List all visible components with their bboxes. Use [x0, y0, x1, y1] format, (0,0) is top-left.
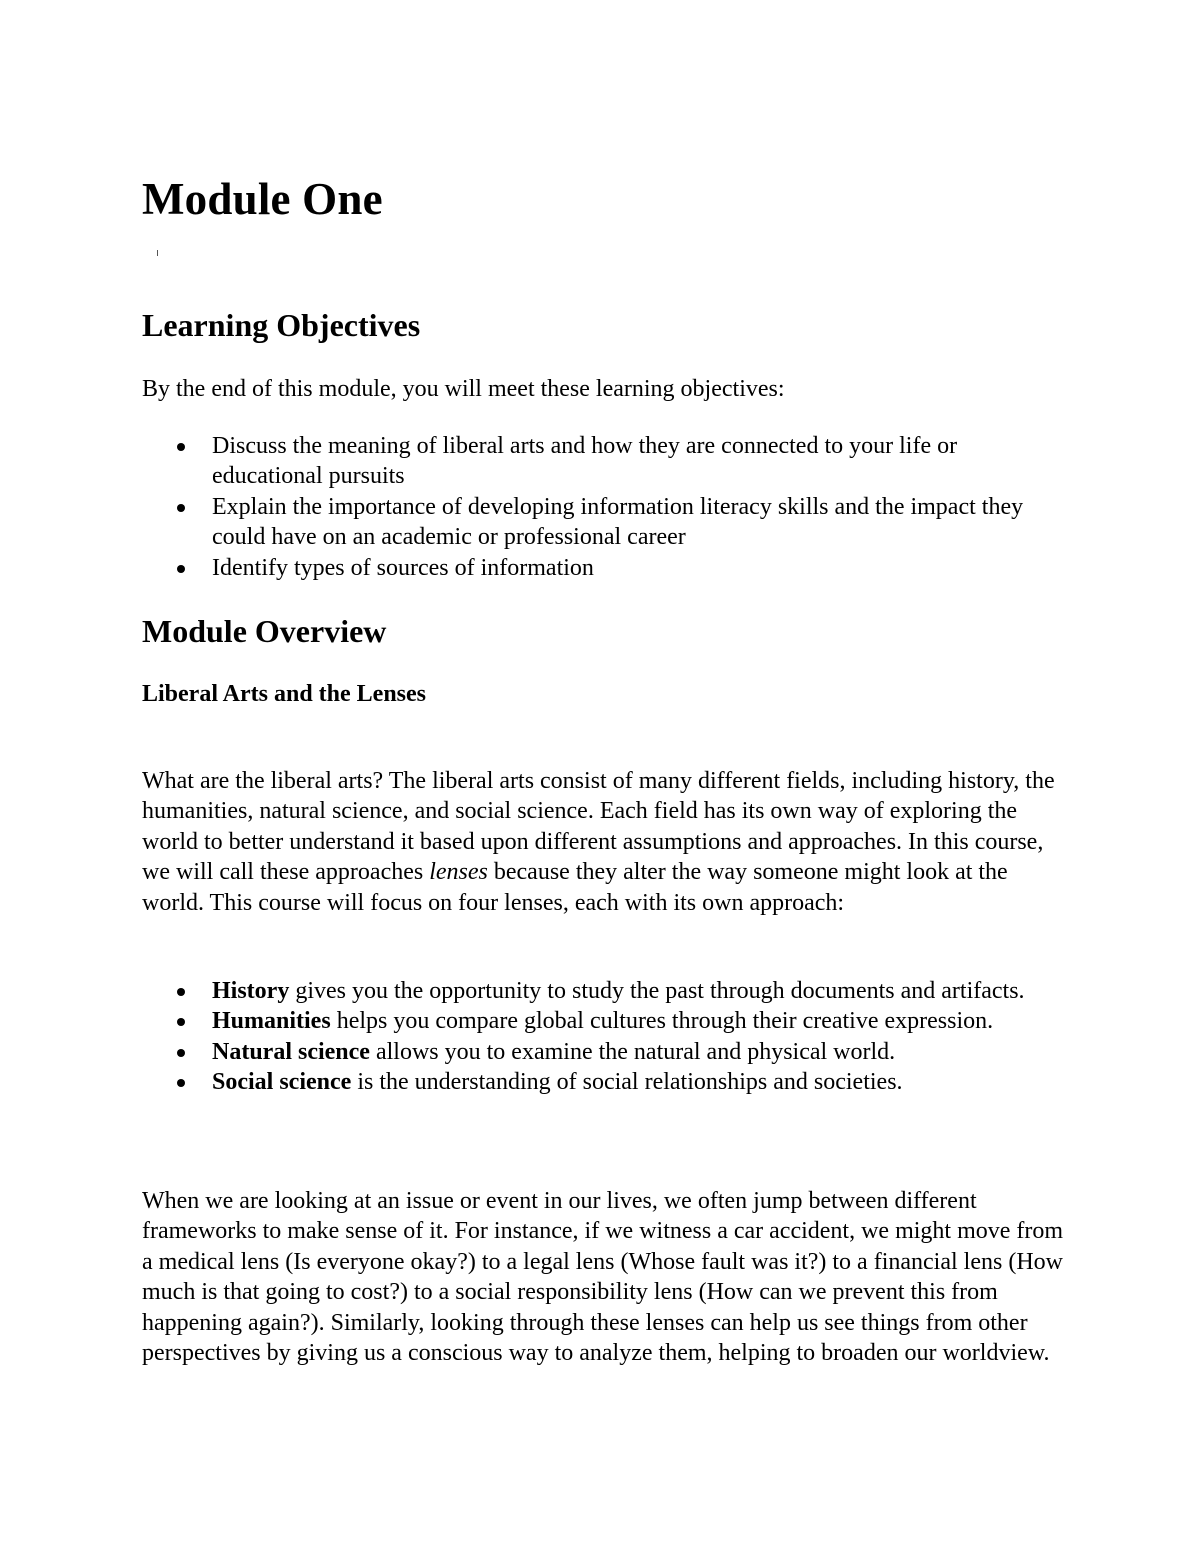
- lens-description: helps you compare global cultures through their creative expression.: [330, 1008, 994, 1035]
- section-subheading: Liberal Arts and the Lenses: [142, 681, 427, 707]
- lenses-list: [142, 976, 1072, 1098]
- lens-description: allows you to examine the natural and physical world.: [369, 1038, 896, 1065]
- module-overview-heading: Module Overview: [142, 613, 387, 649]
- lens-description: gives you the opportunity to study the past through documents and artifacts.: [289, 978, 1025, 1004]
- liberal-arts-paragraph: [142, 766, 1072, 918]
- list-item: [142, 1037, 1072, 1067]
- list-item: [142, 1006, 1072, 1036]
- list-item: [142, 1067, 1072, 1097]
- list-item: Discuss the meaning of liberal arts and how they are connected to your life or educational pursuits: [142, 431, 1072, 492]
- lens-term: Humanities: [212, 1008, 331, 1035]
- list-item: Explain the importance of developing information literacy skills and the impact they could have on an academic or professional career: [142, 492, 1072, 553]
- lens-term: Natural science: [212, 1038, 370, 1065]
- frameworks-paragraph: When we are looking at an issue or event in our lives, we often jump between different frameworks to make sense of it. For instance, if we witness a car accident, we might move from a medical lens (Is everyone okay?) to a legal lens (Whose fault was it?) to a financial lens (How much is that going to cost?) to a social responsibility lens (How can we prevent this from happening again?). Similarly, looking through these lenses can help us see things from other perspectives by giving us a conscious way to analyze them, helping to broaden our worldview.: [142, 1188, 1064, 1367]
- emphasized-term: lenses: [429, 859, 488, 886]
- stray-mark: [157, 250, 158, 256]
- lens-term: History: [212, 978, 290, 1004]
- lens-description: is the understanding of social relationships and societies.: [351, 1069, 903, 1096]
- list-item: [142, 976, 1072, 1006]
- learning-objectives-intro: By the end of this module, you will meet these learning objectives:: [142, 376, 785, 402]
- lens-term: Social science: [212, 1069, 352, 1096]
- learning-objectives-heading: Learning Objectives: [142, 307, 421, 343]
- page-title: Module One: [142, 174, 383, 224]
- learning-objectives-list: [142, 431, 1072, 583]
- paragraph-text: because they alter the way someone might look at the world. This course will focus on four lenses, each with its own approach:: [142, 859, 1008, 916]
- paragraph-text: What are the liberal arts? The liberal arts consist of many different fields, including history, the humanities, natural science, and social science. Each field has its own way of exploring the world to better understand it based upon different assumptions and approaches. In this course, we will call these approaches: [142, 768, 1055, 886]
- list-item: Identify types of sources of information: [142, 553, 1072, 583]
